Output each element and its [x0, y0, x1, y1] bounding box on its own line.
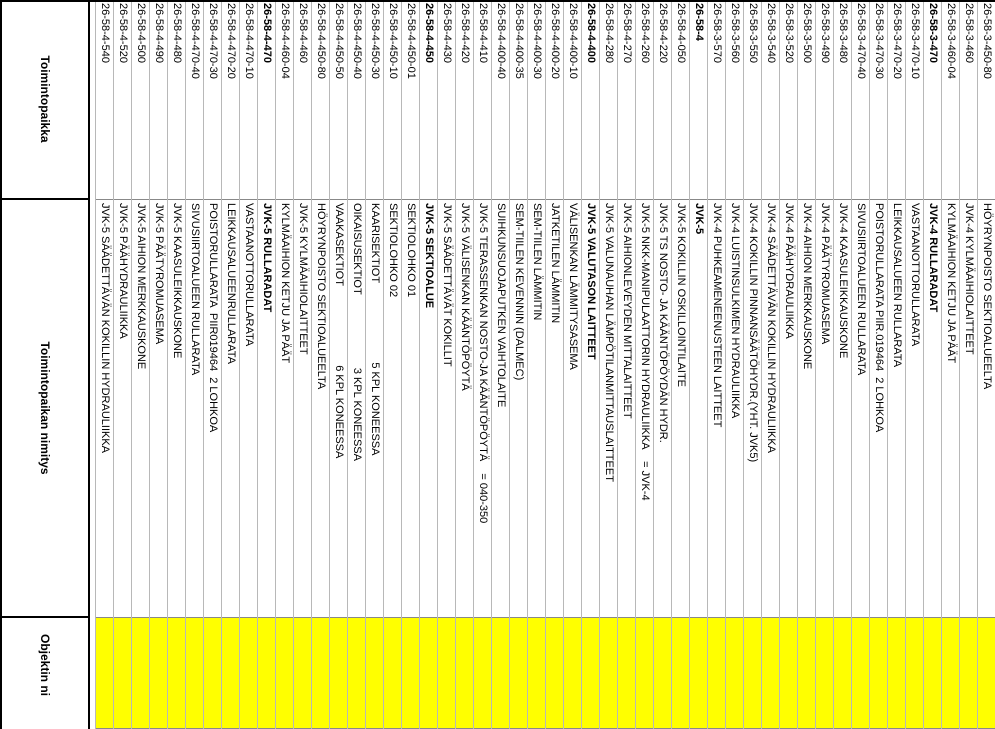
- cell-objektin-nimi[interactable]: [276, 618, 293, 729]
- cell-toimintopaikka[interactable]: 26-58-3-570: [708, 0, 725, 200]
- cell-objektin-nimi[interactable]: [798, 618, 815, 729]
- cell-objektin-nimi[interactable]: [150, 618, 167, 729]
- cell-toimintopaikan-nimitys[interactable]: JVK-4 PÄÄTYROMUASEMA: [816, 200, 833, 618]
- cell-toimintopaikka[interactable]: 26-58-3-470-20: [888, 0, 905, 200]
- table-row: [959, 0, 977, 729]
- cell-objektin-nimi[interactable]: [690, 618, 707, 729]
- cell-toimintopaikan-nimitys[interactable]: JVK-4 RULLARADAT: [924, 200, 941, 618]
- cell-toimintopaikan-nimitys[interactable]: SEM-TIILEN LÄMMITIN: [528, 200, 545, 618]
- table-row: [473, 0, 491, 729]
- table-row: [743, 0, 761, 729]
- cell-toimintopaikka[interactable]: 26-58-4-460: [294, 0, 311, 200]
- cell-objektin-nimi[interactable]: [654, 618, 671, 729]
- table-row: [329, 0, 347, 729]
- table-row: [113, 0, 131, 729]
- table-row: [977, 0, 995, 729]
- table-row: [545, 0, 563, 729]
- cell-toimintopaikan-nimitys[interactable]: JVK-5 KOKILLIN OSKILLOINTILAITE: [672, 200, 689, 618]
- cell-toimintopaikka[interactable]: 26-58-3-480: [834, 0, 851, 200]
- cell-objektin-nimi[interactable]: [240, 618, 257, 729]
- sheet-left-border: [0, 0, 995, 2]
- cell-toimintopaikan-nimitys[interactable]: JVK-5: [690, 200, 707, 618]
- table-row: [455, 0, 473, 729]
- cell-objektin-nimi[interactable]: [168, 618, 185, 729]
- cell-objektin-nimi[interactable]: [474, 618, 491, 729]
- cell-toimintopaikan-nimitys[interactable]: SEM-TIILEN KEVENNIN (DALMEC): [510, 200, 527, 618]
- cell-objektin-nimi[interactable]: [870, 618, 887, 729]
- cell-toimintopaikka[interactable]: 26-58-4-400: [582, 0, 599, 200]
- cell-objektin-nimi[interactable]: [564, 618, 581, 729]
- table-row: [851, 0, 869, 729]
- cell-toimintopaikan-nimitys[interactable]: JVK-5 TERASSENKAN NOSTO-JA KÄÄNTÖPÖYTÄ = 040-350: [474, 200, 491, 618]
- cell-toimintopaikan-nimitys[interactable]: VAAKASEKTIOT 6 KPL KONEESSA: [330, 200, 347, 618]
- cell-objektin-nimi[interactable]: [96, 618, 113, 729]
- cell-objektin-nimi[interactable]: [942, 618, 959, 729]
- cell-toimintopaikan-nimitys[interactable]: JVK-4 AIHION MERKKAUSKONE: [798, 200, 815, 618]
- cell-toimintopaikan-nimitys[interactable]: SUIHKUNSUOJAPUTKEN VAIHTOLAITE: [492, 200, 509, 618]
- cell-toimintopaikan-nimitys[interactable]: JVK-5 SÄÄDETTÄVÄT KOKILLIT: [438, 200, 455, 618]
- cell-objektin-nimi[interactable]: [312, 618, 329, 729]
- cell-toimintopaikka[interactable]: 26-58-4-470-40: [186, 0, 203, 200]
- table-row: [671, 0, 689, 729]
- cell-toimintopaikan-nimitys[interactable]: JVK-4 KAASULEIKKAUSKONE: [834, 200, 851, 618]
- table-row: [347, 0, 365, 729]
- cell-toimintopaikan-nimitys[interactable]: VASTAANOTTORULLARATA: [240, 200, 257, 618]
- cell-toimintopaikan-nimitys[interactable]: JVK-5 AIHIONLEVEYDEN MITTALAITTEET: [618, 200, 635, 618]
- cell-objektin-nimi[interactable]: [420, 618, 437, 729]
- cell-toimintopaikan-nimitys[interactable]: JVK-5 RULLARADAT: [258, 200, 275, 618]
- cell-toimintopaikka[interactable]: 26-58-4-450-80: [312, 0, 329, 200]
- cell-toimintopaikka[interactable]: 26-58-4-280: [600, 0, 617, 200]
- table-row: [491, 0, 509, 729]
- cell-objektin-nimi[interactable]: [546, 618, 563, 729]
- table-row: [635, 0, 653, 729]
- cell-objektin-nimi[interactable]: [492, 618, 509, 729]
- cell-toimintopaikka[interactable]: 26-58-3-450-80: [978, 0, 995, 200]
- cell-objektin-nimi[interactable]: [816, 618, 833, 729]
- cell-objektin-nimi[interactable]: [402, 618, 419, 729]
- cell-toimintopaikan-nimitys[interactable]: LEIKKAUSALUEENRULLARATA: [222, 200, 239, 618]
- table-header-row: [0, 0, 90, 729]
- cell-toimintopaikka[interactable]: 26-58-3-560: [726, 0, 743, 200]
- cell-toimintopaikka[interactable]: 26-58-4-470-20: [222, 0, 239, 200]
- cell-toimintopaikka[interactable]: 26-58-4-220: [654, 0, 671, 200]
- cell-toimintopaikka[interactable]: 26-58-4-450-01: [402, 0, 419, 200]
- cell-toimintopaikan-nimitys[interactable]: JVK-5 PÄÄTYROMUASEMA: [150, 200, 167, 618]
- table-row: [401, 0, 419, 729]
- table-row: [509, 0, 527, 729]
- cell-toimintopaikka[interactable]: 26-58-4-260: [636, 0, 653, 200]
- cell-toimintopaikka[interactable]: 26-58-4-450-40: [348, 0, 365, 200]
- table-row: [797, 0, 815, 729]
- table-body: [90, 0, 995, 729]
- column-header-toimintopaikan-nimitys[interactable]: Toimintopaikan nimitys: [2, 200, 88, 618]
- cell-toimintopaikka[interactable]: 26-58-4-490: [150, 0, 167, 200]
- cell-objektin-nimi[interactable]: [258, 618, 275, 729]
- table-row: [311, 0, 329, 729]
- cell-objektin-nimi[interactable]: [114, 618, 131, 729]
- cell-toimintopaikka[interactable]: 26-58-4-400-10: [564, 0, 581, 200]
- table-row: [365, 0, 383, 729]
- cell-toimintopaikka[interactable]: 26-58-4: [690, 0, 707, 200]
- table-row: [203, 0, 221, 729]
- table-row: [599, 0, 617, 729]
- cell-toimintopaikan-nimitys[interactable]: JVK-5 AIHION MERKKAUSKONE: [132, 200, 149, 618]
- cell-toimintopaikka[interactable]: 26-58-4-450-10: [384, 0, 401, 200]
- cell-toimintopaikka[interactable]: 26-58-4-400-20: [546, 0, 563, 200]
- cell-toimintopaikka[interactable]: 26-58-4-480: [168, 0, 185, 200]
- column-header-toimintopaikka[interactable]: Toimintopaikka: [2, 0, 88, 200]
- cell-objektin-nimi[interactable]: [852, 618, 869, 729]
- table-row: [221, 0, 239, 729]
- cell-objektin-nimi[interactable]: [780, 618, 797, 729]
- table-row: [95, 0, 113, 729]
- cell-objektin-nimi[interactable]: [960, 618, 977, 729]
- cell-toimintopaikan-nimitys[interactable]: VÄLISENKAN LÄMMITYSASEMA: [564, 200, 581, 618]
- table-row: [527, 0, 545, 729]
- cell-toimintopaikan-nimitys[interactable]: JVK-5 VALUNAUHAN LÄMPÖTILANMITTAUSLAITTEET: [600, 200, 617, 618]
- cell-objektin-nimi[interactable]: [834, 618, 851, 729]
- cell-toimintopaikka[interactable]: 26-58-4-470-10: [240, 0, 257, 200]
- table-row: [257, 0, 275, 729]
- table-row: [167, 0, 185, 729]
- table-row: [275, 0, 293, 729]
- cell-toimintopaikan-nimitys[interactable]: KAARISEKTIOT 5 KPL KONEESSA: [366, 200, 383, 618]
- cell-toimintopaikan-nimitys[interactable]: JVK-5 SÄÄDETTÄVÄN KOKILLIN HYDRAULIIKKA: [96, 200, 113, 618]
- cell-objektin-nimi[interactable]: [906, 618, 923, 729]
- cell-toimintopaikka[interactable]: 26-58-4-400-30: [528, 0, 545, 200]
- cell-toimintopaikka[interactable]: 26-58-3-460-04: [942, 0, 959, 200]
- cell-toimintopaikan-nimitys[interactable]: KYLMÄAIHION KETJU JA PÄÄT: [942, 200, 959, 618]
- cell-toimintopaikan-nimitys[interactable]: JVK-5 VALUTASON LAITTEET: [582, 200, 599, 618]
- cell-objektin-nimi[interactable]: [888, 618, 905, 729]
- table-row: [869, 0, 887, 729]
- table-row: [617, 0, 635, 729]
- cell-objektin-nimi[interactable]: [348, 618, 365, 729]
- cell-toimintopaikka[interactable]: 26-58-3-470-40: [852, 0, 869, 200]
- cell-toimintopaikan-nimitys[interactable]: JVK-4 PUHKEAMENEENUSTEEN LAITTEET: [708, 200, 725, 618]
- cell-toimintopaikan-nimitys[interactable]: JVK-4 PÄÄHYDRAULIIKKA: [780, 200, 797, 618]
- table-row: [149, 0, 167, 729]
- cell-toimintopaikka[interactable]: 26-58-4-540: [96, 0, 113, 200]
- table-row: [239, 0, 257, 729]
- cell-objektin-nimi[interactable]: [708, 618, 725, 729]
- cell-objektin-nimi[interactable]: [978, 618, 995, 729]
- table-row: [905, 0, 923, 729]
- cell-objektin-nimi[interactable]: [294, 618, 311, 729]
- cell-objektin-nimi[interactable]: [924, 618, 941, 729]
- cell-toimintopaikka[interactable]: 26-58-4-460-04: [276, 0, 293, 200]
- table-row: [581, 0, 599, 729]
- cell-toimintopaikan-nimitys[interactable]: JVK-5 VÄLISENKAN KÄÄNTÖPÖYTÄ: [456, 200, 473, 618]
- cell-toimintopaikan-nimitys[interactable]: JVK-5 TS NOSTO- JA KÄÄNTÖPÖYDÄN HYDR.: [654, 200, 671, 618]
- cell-toimintopaikka[interactable]: 26-58-4-500: [132, 0, 149, 200]
- cell-toimintopaikka[interactable]: 26-58-3-550: [744, 0, 761, 200]
- cell-toimintopaikka[interactable]: 26-58-4-410: [474, 0, 491, 200]
- cell-objektin-nimi[interactable]: [132, 618, 149, 729]
- cell-toimintopaikan-nimitys[interactable]: SIVUSIIRTOALUEEN RULLARATA: [852, 200, 869, 618]
- cell-toimintopaikka[interactable]: 26-58-3-520: [780, 0, 797, 200]
- table-row: [707, 0, 725, 729]
- cell-objektin-nimi[interactable]: [762, 618, 779, 729]
- table-row: [383, 0, 401, 729]
- cell-objektin-nimi[interactable]: [744, 618, 761, 729]
- cell-toimintopaikka[interactable]: 26-58-4-400-40: [492, 0, 509, 200]
- cell-objektin-nimi[interactable]: [726, 618, 743, 729]
- cell-toimintopaikan-nimitys[interactable]: JVK-5 KYLMÄAIHIOLAITTEET: [294, 200, 311, 618]
- cell-toimintopaikan-nimitys[interactable]: HÖYRYNPOISTO SEKTIOALUEELTA: [312, 200, 329, 618]
- table-row: [761, 0, 779, 729]
- cell-toimintopaikka[interactable]: 26-58-4-420: [456, 0, 473, 200]
- cell-objektin-nimi[interactable]: [618, 618, 635, 729]
- table-row: [887, 0, 905, 729]
- cell-toimintopaikka[interactable]: 26-58-4-470: [258, 0, 275, 200]
- cell-toimintopaikka[interactable]: 26-58-3-470-10: [906, 0, 923, 200]
- cell-toimintopaikan-nimitys[interactable]: JVK-4 SÄÄDETTÄVÄN KOKILLIN HYDRAULIIKKA: [762, 200, 779, 618]
- cell-toimintopaikan-nimitys[interactable]: JATKETILEN LÄMMITIN: [546, 200, 563, 618]
- table-row: [293, 0, 311, 729]
- cell-toimintopaikka[interactable]: 26-58-4-430: [438, 0, 455, 200]
- cell-toimintopaikka[interactable]: 26-58-3-460: [960, 0, 977, 200]
- cell-toimintopaikka[interactable]: 26-58-3-470-30: [870, 0, 887, 200]
- cell-objektin-nimi[interactable]: [438, 618, 455, 729]
- cell-objektin-nimi[interactable]: [330, 618, 347, 729]
- cell-toimintopaikka[interactable]: 26-58-3-500: [798, 0, 815, 200]
- cell-toimintopaikan-nimitys[interactable]: HÖYRYNPOISTO SEKTIOALUEELTA: [978, 200, 995, 618]
- cell-toimintopaikan-nimitys[interactable]: JVK-5 NKK-MANIPULAATTORIN HYDRAULIIKKA = JVK-4: [636, 200, 653, 618]
- cell-objektin-nimi[interactable]: [366, 618, 383, 729]
- cell-toimintopaikan-nimitys[interactable]: OIKAISUSEKTIOT 3 KPL KONEESSA: [348, 200, 365, 618]
- table-row: [563, 0, 581, 729]
- cell-toimintopaikka[interactable]: 26-58-3-490: [816, 0, 833, 200]
- cell-toimintopaikan-nimitys[interactable]: JVK-5 PÄÄHYDRAULIIKKA: [114, 200, 131, 618]
- table-row: [419, 0, 437, 729]
- table-row: [923, 0, 941, 729]
- cell-toimintopaikka[interactable]: 26-58-3-470: [924, 0, 941, 200]
- table-row: [815, 0, 833, 729]
- cell-toimintopaikka[interactable]: 26-58-4-450: [420, 0, 437, 200]
- column-header-objektin-nimi[interactable]: Objektin ni: [38, 634, 52, 697]
- cell-objektin-nimi[interactable]: [528, 618, 545, 729]
- cell-toimintopaikan-nimitys[interactable]: SEKTIOLOHKO 02: [384, 200, 401, 618]
- cell-objektin-nimi[interactable]: [456, 618, 473, 729]
- cell-toimintopaikan-nimitys[interactable]: POISTORULLARATA PIIR019464 2 LOHKOA: [204, 200, 221, 618]
- table-row: [941, 0, 959, 729]
- cell-toimintopaikka[interactable]: 26-58-4-400-35: [510, 0, 527, 200]
- cell-toimintopaikka[interactable]: 26-58-4-450-50: [330, 0, 347, 200]
- cell-toimintopaikan-nimitys[interactable]: KYLMÄAIHION KETJU JA PÄÄT: [276, 200, 293, 618]
- cell-objektin-nimi[interactable]: [582, 618, 599, 729]
- cell-toimintopaikan-nimitys[interactable]: JVK-5 KAASULEIKKAUSKONE: [168, 200, 185, 618]
- cell-toimintopaikan-nimitys[interactable]: JVK-4 KOKILLIN PINNANSÄÄTÖHYDR.(YHT. JVK5): [744, 200, 761, 618]
- cell-toimintopaikan-nimitys[interactable]: VASTAANOTTORULLARATA: [906, 200, 923, 618]
- cell-toimintopaikan-nimitys[interactable]: SEKTIOLOHKO 01: [402, 200, 419, 618]
- cell-objektin-nimi[interactable]: [510, 618, 527, 729]
- cell-toimintopaikan-nimitys[interactable]: JVK-4 KYLMÄAIHIOLAITTEET: [960, 200, 977, 618]
- cell-objektin-nimi[interactable]: [222, 618, 239, 729]
- cell-toimintopaikan-nimitys[interactable]: JVK-4 LUISTINSULKIMEN HYDRAULIIKKA: [726, 200, 743, 618]
- table-row: [689, 0, 707, 729]
- cell-toimintopaikan-nimitys[interactable]: LEIKKAUSALUEEN RULLARATA: [888, 200, 905, 618]
- table-row: [833, 0, 851, 729]
- cell-toimintopaikan-nimitys[interactable]: SIVUSIIRTOALUEEN RULLARATA: [186, 200, 203, 618]
- table-row: [725, 0, 743, 729]
- table-row: [131, 0, 149, 729]
- cell-objektin-nimi[interactable]: [384, 618, 401, 729]
- cell-objektin-nimi[interactable]: [672, 618, 689, 729]
- cell-objektin-nimi[interactable]: [204, 618, 221, 729]
- cell-toimintopaikka[interactable]: 26-58-4-470-30: [204, 0, 221, 200]
- cell-toimintopaikan-nimitys[interactable]: POISTORULLARATA PIIR.019464 2 LOHKOA: [870, 200, 887, 618]
- cell-toimintopaikka[interactable]: 26-58-4-270: [618, 0, 635, 200]
- cell-toimintopaikka[interactable]: 26-58-4-050: [672, 0, 689, 200]
- table-row: [653, 0, 671, 729]
- cell-toimintopaikan-nimitys[interactable]: JVK-5 SEKTIOALUE: [420, 200, 437, 618]
- table-row: [779, 0, 797, 729]
- cell-objektin-nimi[interactable]: [636, 618, 653, 729]
- cell-toimintopaikka[interactable]: 26-58-3-540: [762, 0, 779, 200]
- cell-objektin-nimi[interactable]: [186, 618, 203, 729]
- table-row: [437, 0, 455, 729]
- cell-toimintopaikka[interactable]: 26-58-4-450-30: [366, 0, 383, 200]
- cell-toimintopaikka[interactable]: 26-58-4-520: [114, 0, 131, 200]
- cell-objektin-nimi[interactable]: [600, 618, 617, 729]
- table-row: [185, 0, 203, 729]
